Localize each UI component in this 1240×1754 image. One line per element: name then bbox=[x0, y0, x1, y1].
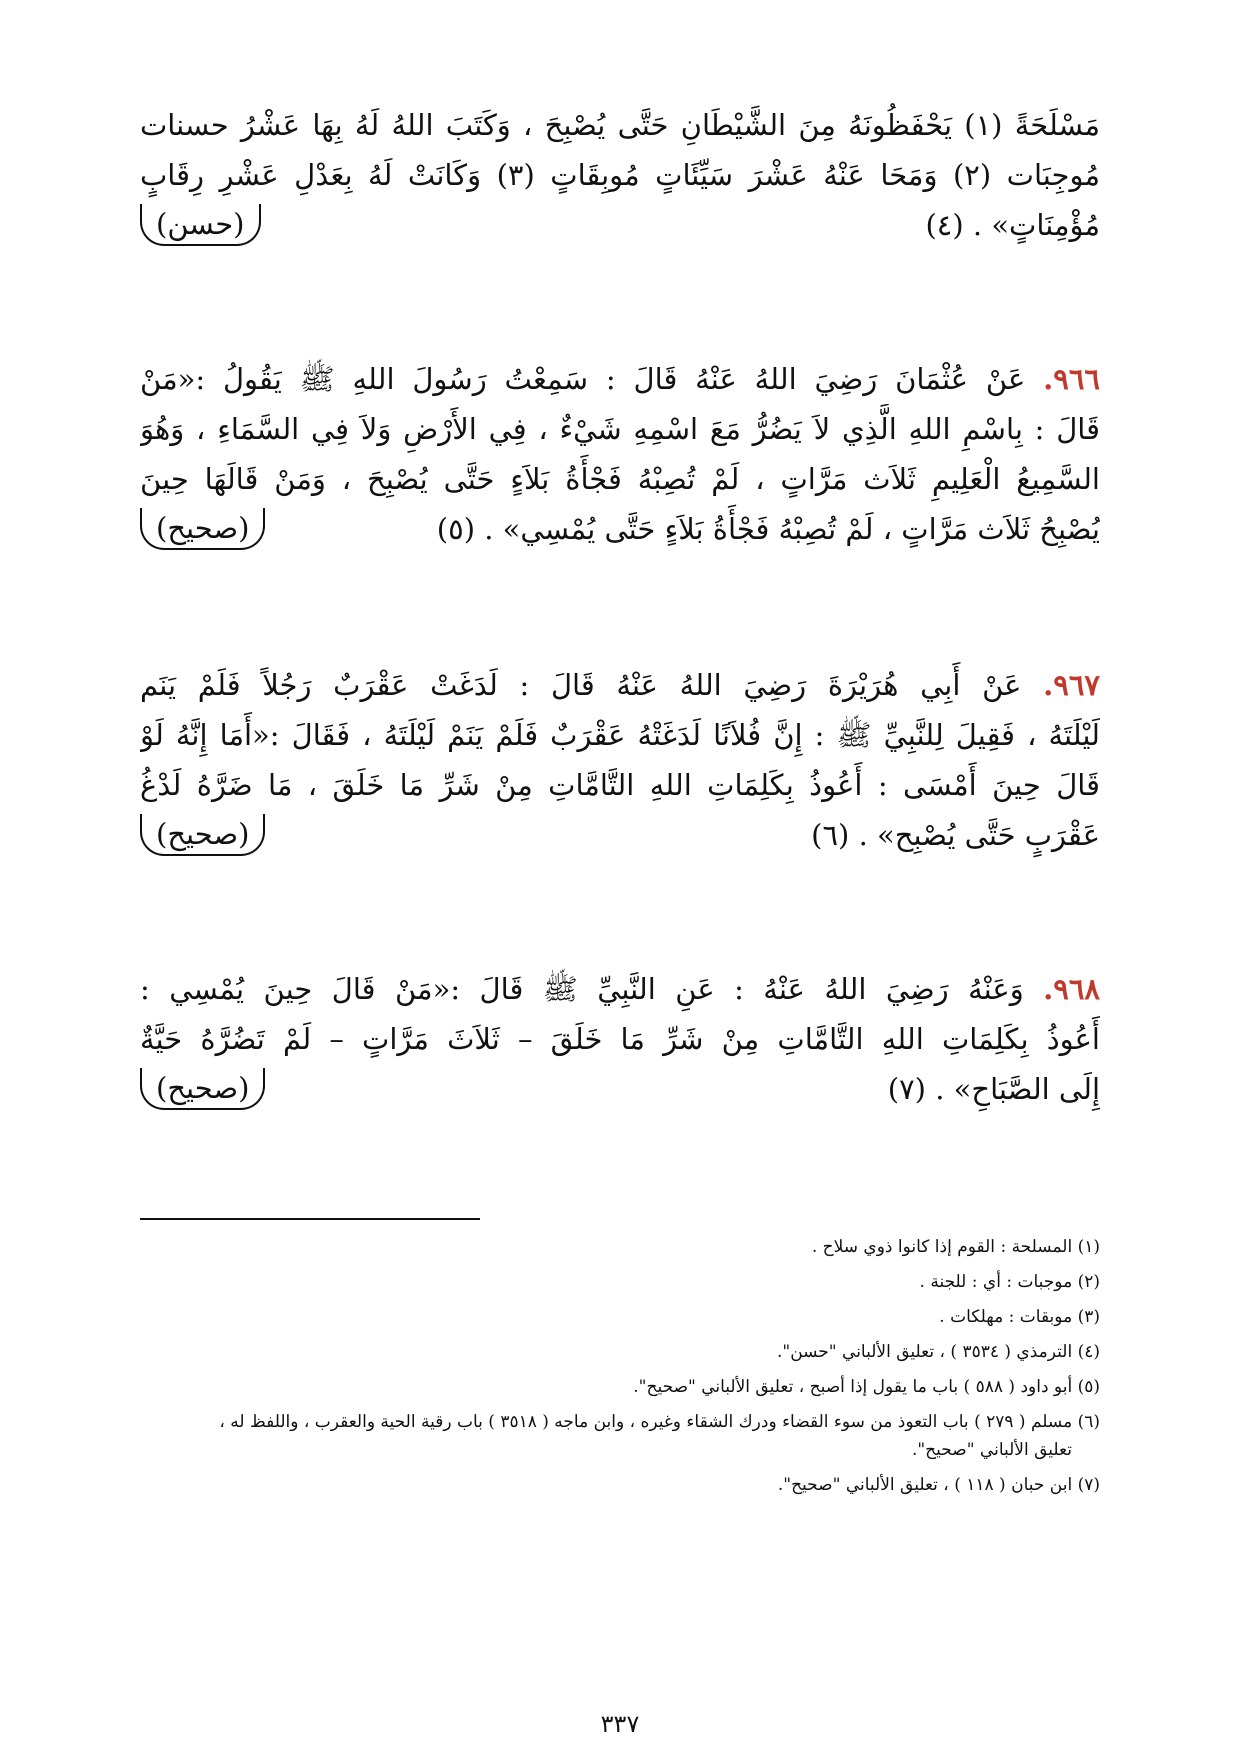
text-line: عَقْرَبٍ حَتَّى يُصْبِح» . (٦) bbox=[811, 818, 1100, 852]
footnote-continuation: تعليق الألباني "صحيح". bbox=[911, 1440, 1072, 1460]
text-line: لَيْلَتَهُ ، فَقِيلَ لِلنَّبِيِّ ﷺ : إِنَّ فُلاَنًا لَدَغَتْهُ عَقْرَبٌ فَلَمْ يَنَمْ لَيْلَتَهُ ، فَقَالَ :«أَمَا إِنَّهُ لَوْ bbox=[140, 718, 1100, 752]
footnote-separator bbox=[140, 1218, 480, 1220]
text-line: السَّمِيعُ الْعَلِيمِ ثَلاَث مَرَّاتٍ ، لَمْ تُصِبْهُ فَجْأَةُ بَلاَءٍ حَتَّى يُصْبِحَ ، وَمَنْ قَالَهَا حِينَ bbox=[140, 462, 1100, 496]
text-line-content: وَعَنْهُ رَضِيَ اللهُ عَنْهُ : عَنِ النَّبِيِّ ﷺ قَالَ :«مَنْ قَالَ حِينَ يُمْسِي : bbox=[140, 972, 1024, 1006]
grade-label: (صحيح) bbox=[140, 508, 265, 550]
hadith-number: ٩٦٨. bbox=[1043, 972, 1100, 1006]
text-line: إِلَى الصَّبَاحِ» . (٧) bbox=[887, 1072, 1100, 1106]
grade-label: (حسن) bbox=[140, 204, 261, 246]
text-line-content: عَنْ أَبِي هُرَيْرَةَ رَضِيَ اللهُ عَنْهُ قَالَ : لَدَغَتْ عَقْرَبٌ رَجُلاً فَلَمْ يَنَم bbox=[140, 668, 1022, 702]
text-line-content: عَنْ عُثْمَانَ رَضِيَ اللهُ عَنْهُ قَالَ : سَمِعْتُ رَسُولَ اللهِ ﷺ يَقُولُ :«مَنْ bbox=[140, 362, 1026, 396]
page-number: ٣٣٧ bbox=[600, 1710, 640, 1738]
footnote bbox=[140, 1411, 1100, 1461]
text-line bbox=[140, 964, 1100, 1014]
text-line bbox=[140, 660, 1100, 710]
footnote: (٥) أبو داود ( ٥٨٨ ) باب ما يقول إذا أصبح ، تعليق الألباني "صحيح". bbox=[633, 1377, 1100, 1397]
hadith-967 bbox=[140, 660, 1100, 860]
grade-label: (صحيح) bbox=[140, 1068, 265, 1110]
hadith-number: ٩٦٧. bbox=[1043, 668, 1100, 702]
text-line: مَسْلَحَةً (١) يَحْفَظُونَهُ مِنَ الشَّيْطَانِ حَتَّى يُصْبِحَ ، وَكَتَبَ اللهُ لَهُ بِهَا عَشْرُ حسنات bbox=[140, 108, 1100, 142]
grade-label: (صحيح) bbox=[140, 814, 265, 856]
text-line: قَالَ : بِاسْمِ اللهِ الَّذِي لاَ يَضُرُّ مَعَ اسْمِهِ شَيْءٌ ، فِي الأَرْضِ وَلاَ فِي السَّمَاءِ ، وَهُوَ bbox=[140, 412, 1100, 446]
footnote-text: (٦) مسلم ( ٢٧٩ ) باب التعوذ من سوء القضاء ودرك الشقاء وغيره ، وابن ماجه ( ٣٥١٨ ) باب رقية الحية والعقرب ، واللفظ له ، bbox=[219, 1412, 1100, 1432]
footnote: (٧) ابن حبان ( ١١٨ ) ، تعليق الألباني "صحيح". bbox=[777, 1475, 1100, 1495]
hadith-968 bbox=[140, 964, 1100, 1114]
hadith-number: ٩٦٦. bbox=[1043, 362, 1100, 396]
footnote: (٤) الترمذي ( ٣٥٣٤ ) ، تعليق الألباني "حسن". bbox=[776, 1342, 1100, 1362]
footnote: (٢) موجبات : أي : للجنة . bbox=[919, 1272, 1100, 1292]
text-line: مُؤْمِنَاتٍ» . (٤) bbox=[925, 208, 1100, 242]
text-line: يُصْبِحُ ثَلاَث مَرَّاتٍ ، لَمْ تُصِبْهُ فَجْأَةُ بَلاَءٍ حَتَّى يُمْسِي» . (٥) bbox=[436, 512, 1100, 546]
footnotes bbox=[140, 1236, 1100, 1509]
text-line: مُوجِبَات (٢) وَمَحَا عَنْهُ عَشْرَ سَيِّئَاتٍ مُوبِقَاتٍ (٣) وَكَانَتْ لَهُ بِعَدْلِ عَشْرِ رِقَابٍ bbox=[140, 158, 1100, 192]
text-line bbox=[140, 354, 1100, 404]
footnote: (١) المسلحة : القوم إذا كانوا ذوي سلاح . bbox=[811, 1237, 1100, 1257]
text-line: أَعُوذُ بِكَلِمَاتِ اللهِ التَّامَّاتِ مِنْ شَرِّ مَا خَلَقَ – ثَلاَثَ مَرَّاتٍ – لَمْ تَضُرَّهُ حَيَّةٌ bbox=[140, 1022, 1100, 1056]
page bbox=[140, 100, 1100, 1738]
hadith-paragraph-continuation bbox=[140, 100, 1100, 250]
footnote: (٣) موبقات : مهلكات . bbox=[939, 1307, 1100, 1327]
hadith-966 bbox=[140, 354, 1100, 554]
text-line: قَالَ حِينَ أَمْسَى : أَعُوذُ بِكَلِمَاتِ اللهِ التَّامَّاتِ مِنْ شَرِّ مَا خَلَقَ ، مَا ضَرَّهُ لَدْغُ bbox=[140, 768, 1100, 802]
